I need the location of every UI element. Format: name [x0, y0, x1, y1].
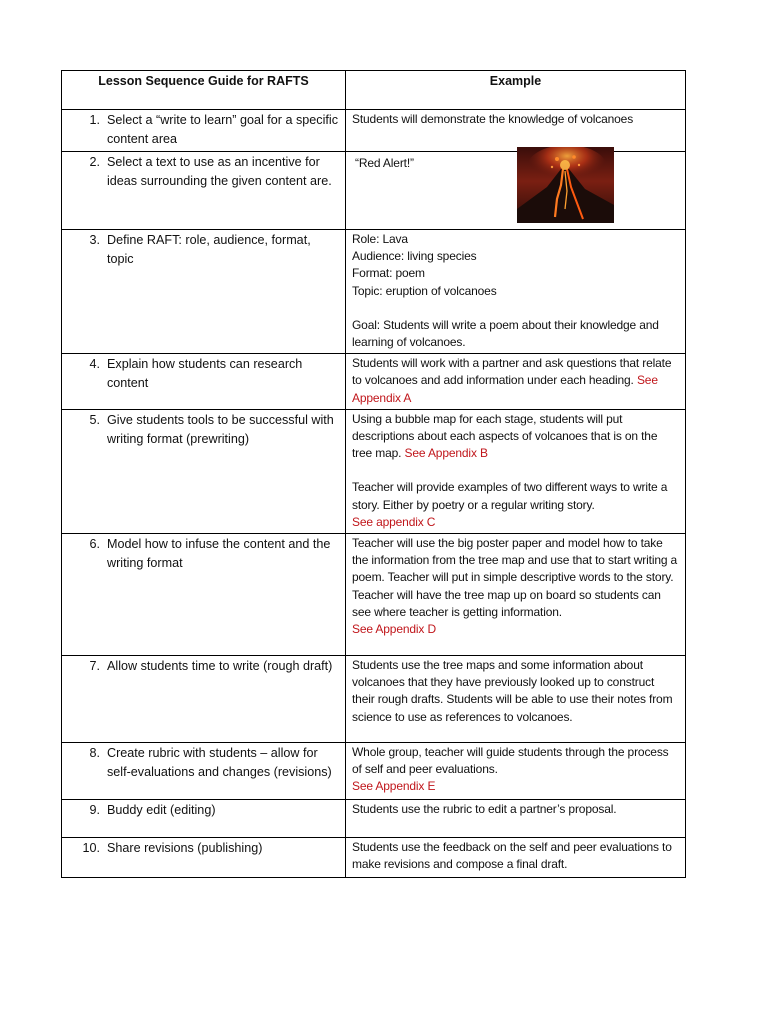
example-cell: [346, 534, 686, 656]
example-text: Topic: eruption of volcanoes: [352, 283, 497, 298]
example-cell: [346, 800, 686, 838]
step-number: 7.: [89, 659, 100, 674]
table-row: [62, 838, 686, 878]
table-row: [62, 409, 686, 533]
table-row: [62, 743, 686, 800]
step-cell: [62, 354, 346, 410]
example-text: Students will work with a partner and ask questions that relate to volcanoes and add information under each heading.: [352, 356, 672, 388]
step-number: 8.: [89, 746, 100, 761]
step-text: Explain how students can research content: [107, 357, 303, 391]
table-row: [62, 534, 686, 656]
step-cell: [62, 110, 346, 152]
appendix-link[interactable]: See Appendix D: [352, 622, 436, 637]
example-cell: [346, 230, 686, 354]
step-text: Model how to infuse the content and the writing format: [107, 537, 331, 571]
header-example-label: Example: [489, 74, 542, 88]
step-text: Define RAFT: role, audience, format, topic: [107, 233, 311, 266]
appendix-link[interactable]: See Appendix B: [404, 446, 488, 461]
step-number: 2.: [89, 155, 100, 169]
step-number: 5.: [89, 412, 100, 427]
step-cell: [62, 656, 346, 743]
example-text: Students use the tree maps and some information about volcanoes that they have previously looked up to construct their rough drafts. Students will be able to use their notes from science to use as references to volcanoes.: [352, 658, 673, 724]
step-cell: [62, 409, 346, 533]
example-cell: [346, 838, 686, 878]
step-text: Buddy edit (editing): [107, 803, 216, 818]
header-guide-label: Lesson Sequence Guide for RAFTS: [98, 74, 309, 88]
example-cell: [346, 152, 686, 230]
table-row: [62, 800, 686, 838]
header-cell-guide: [62, 71, 346, 110]
example-cell: [346, 409, 686, 533]
step-cell: [62, 838, 346, 878]
step-number: 1.: [89, 113, 100, 127]
step-cell: [62, 152, 346, 230]
step-text: Share revisions (publishing): [107, 841, 263, 856]
step-text: Give students tools to be successful with writing format (prewriting): [107, 412, 334, 446]
step-text: Select a text to use as an incentive for ideas surrounding the given content are.: [107, 155, 332, 188]
table-row: [62, 656, 686, 743]
example-text: Audience: living species: [352, 249, 477, 264]
table-header-row: [62, 71, 686, 110]
example-text: “Red Alert!”: [355, 156, 414, 170]
table-row: [62, 230, 686, 354]
step-number: 3.: [89, 233, 100, 247]
example-text: Goal: Students will write a poem about their knowledge and learning of volcanoes.: [352, 317, 659, 350]
example-text: Using a bubble map for each stage, students will put descriptions about each aspects of volcanoes that is on the tree map.: [352, 411, 658, 461]
example-cell: [346, 110, 686, 152]
example-cell: [346, 354, 686, 410]
table-row: [62, 354, 686, 410]
volcano-eruption-photo: [517, 147, 614, 223]
step-text: Select a “write to learn” goal for a specific content area: [107, 113, 338, 146]
appendix-link[interactable]: See appendix C: [352, 514, 436, 529]
step-text: Create rubric with students – allow for self-evaluations and changes (revisions): [107, 746, 332, 780]
step-text: Allow students time to write (rough draft): [107, 659, 333, 674]
step-number: 9.: [89, 803, 100, 818]
step-number: 10.: [82, 841, 100, 856]
example-text: Teacher will use the big poster paper and model how to take the information from the tree map and use that to start writing a poem. Teacher will put in simple descriptive words to the story. Teacher will have the tree map up on board so students can see where teacher is getting information.: [352, 536, 678, 619]
step-cell: [62, 743, 346, 800]
step-number: 6.: [89, 537, 100, 552]
example-cell: [346, 743, 686, 800]
step-cell: [62, 230, 346, 354]
appendix-link[interactable]: See Appendix A: [352, 373, 658, 405]
step-cell: [62, 534, 346, 656]
example-text: Students use the feedback on the self and peer evaluations to make revisions and compose a final draft.: [352, 840, 672, 872]
example-text: Whole group, teacher will guide students through the process of self and peer evaluations.: [352, 745, 669, 777]
table-row: [62, 110, 686, 152]
example-text: Students use the rubric to edit a partner’s proposal.: [352, 802, 617, 817]
example-cell: [346, 656, 686, 743]
step-cell: [62, 800, 346, 838]
example-text: Students will demonstrate the knowledge of volcanoes: [352, 112, 634, 126]
example-text: Teacher will provide examples of two different ways to write a story. Either by poetry or a regular writing story.: [352, 480, 668, 512]
appendix-link[interactable]: See Appendix E: [352, 779, 436, 794]
step-number: 4.: [89, 357, 100, 372]
example-text: Role: Lava: [352, 232, 408, 246]
example-text: Format: poem: [352, 266, 425, 281]
header-cell-example: [346, 71, 686, 110]
